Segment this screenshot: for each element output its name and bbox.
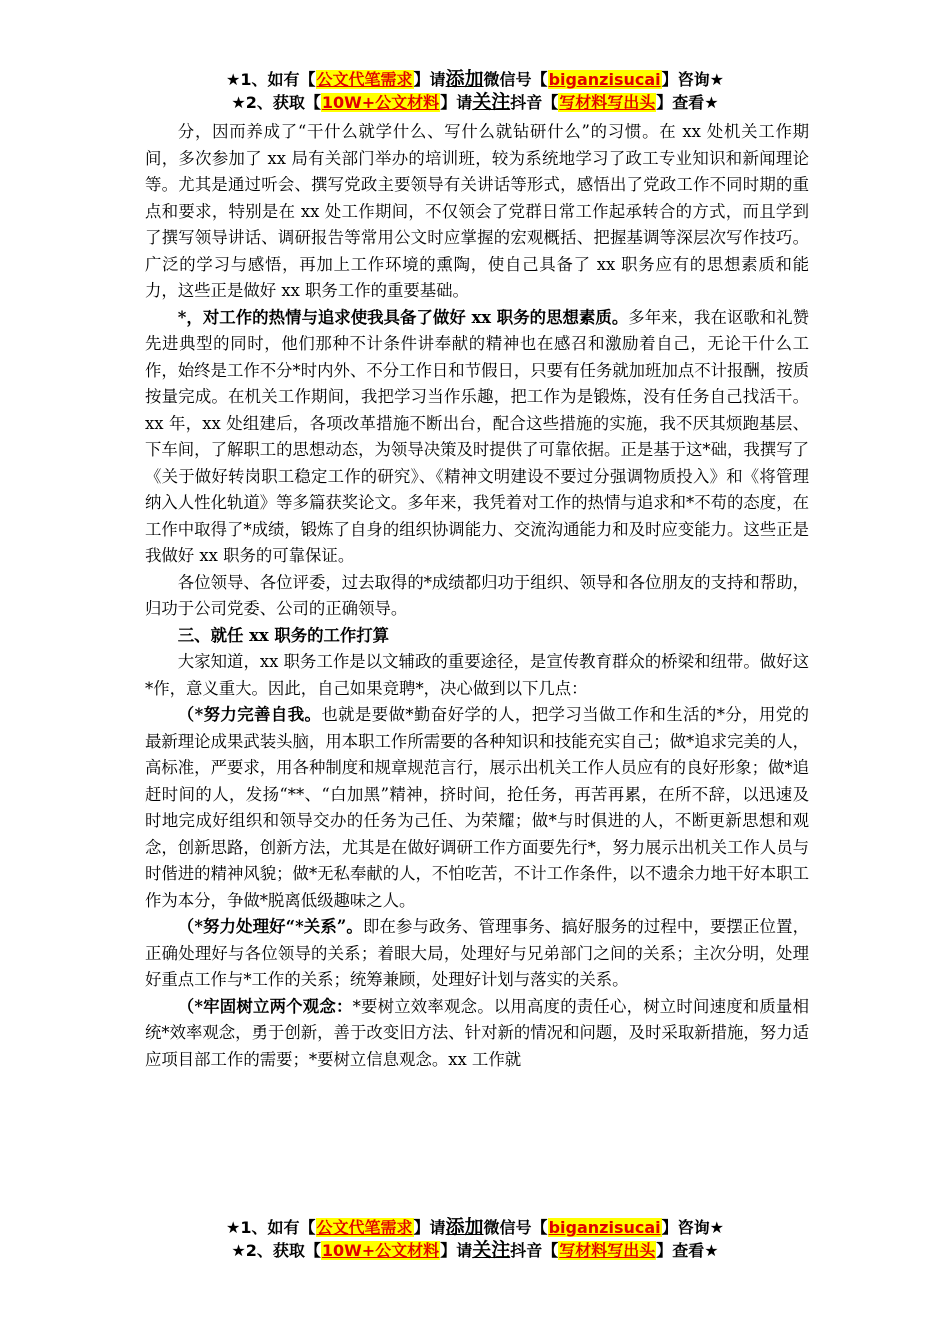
banner-highlight: 写材料写出头: [559, 93, 656, 112]
paragraph: （*努力处理好“*关系”。即在参与政务、管理事务、搞好服务的过程中，要摆正位置，正确处理好与各位领导的关系；着眼大局，处理好与兄弟部门之间的关系；主次分明，处理好重点工作与*工作的关系；统筹兼顾，处理好计划与落实的关系。: [145, 917, 810, 989]
banner-line-1: ★1、如有【公文代笔需求】请添加微信号【biganzisucai】咨询★: [226, 68, 724, 90]
banner-line-2: ★2、获取【10W+公文材料】请关注抖音【写材料写出头】查看★: [231, 91, 719, 113]
banner-highlight: 公文代笔需求: [316, 1218, 413, 1237]
banner-highlight: biganzisucai: [548, 1218, 661, 1237]
paragraph: 大家知道，xx 职务工作是以文辅政的重要途径，是宣传教育群众的桥梁和纽带。做好这*作，意义重大。因此，自己如果竞聘*，决心做到以下几点：: [145, 652, 809, 698]
paragraph-lead: （*努力完善自我。: [177, 705, 322, 724]
paragraph-lead: （*牢固树立两个观念：: [177, 996, 353, 1016]
paragraph: （*牢固树立两个观念：*要树立效率观念。以用高度的责任心，树立时间速度和质量相统*效率观念，勇于创新，善于改变旧方法、针对新的情况和问题，及时采取新措施，努力适应项目部工作的需要；*要树立信息观念。xx 工作就: [145, 996, 809, 1069]
paragraph: 分，因而养成了“干什么就学什么、写什么就钻研什么”的习惯。在 xx 处机关工作期间，多次参加了 xx 局有关部门举办的培训班，较为系统地学习了政工专业知识和新闻理论等。尤其是通过听会、撰写党政主要领导有关讲话等形式，感悟出了党政工作不同时期的重点和要求，特别是在 xx 处工作期间，不仅领会了党群日常工作起承转合的方式，而且学到了撰写领导讲话、调研报告等常用公文时应掌握的宏观概括、把握基调等深层次写作技巧。广泛的学习与感悟，再加上工作环境的熏陶，使自己具备了 xx 职务应有的思想素质和能力，这些正是做好 xx 职务工作的重要基础。: [145, 122, 809, 300]
paragraph: *，对工作的热情与追求使我具备了做好 xx 职务的思想素质。多年来，我在讴歌和礼赞先进典型的同时，他们那种不计条件讲奉献的精神也在感召和激励着自己，无论干什么工作，始终是工作不分*时内外、不分工作日和节假日，只要有任务就加班加点不计报酬，按质按量完成。在机关工作期间，我把学习当作乐趣，把工作为是锻炼，没有任务自己找活干。xx 年，xx 处组建后，各项改革措施不断出台，配合这些措施的实施，我不厌其烦跑基层、下车间，了解职工的思想动态，为领导决策及时提供了可靠依据。正是基于这*础，我撰写了《关于做好转岗职工稳定工作的研究》、《精神文明建设不要过分强调物质投入》和《将管理纳入人性化轨道》等多篇获奖论文。多年来，我凭着对工作的热情与追求和*不苟的态度，在工作中取得了*成绩，锻炼了自身的组织协调能力、交流沟通能力和及时应变能力。这些正是我做好 xx 职务的可靠保证。: [145, 307, 810, 565]
banner-highlight: 写材料写出头: [559, 1241, 656, 1260]
footer-banner: [0, 1216, 950, 1262]
banner-highlight: biganzisucai: [548, 70, 661, 89]
paragraph: （*努力完善自我。也就是要做*勤奋好学的人，把学习当做工作和生活的*分，用党的最新理论成果武装头脑，用本职工作所需要的各种知识和技能充实自己；做*追求完美的人，高标准，严要求，用各种制度和规章规范言行，展示出机关工作人员应有的良好形象；做*追赶时间的人，发扬“**、“白加黑”精神，挤时间，抢任务，再苦再累，在所不辞，以迅速及时地完成好组织和领导交办的任务为己任、为荣耀；做*与时俱进的人，不断更新思想和观念，创新思路，创新方法，尤其是在做好调研工作方面要先行*，努力展示出机关工作人员与时偕进的精神风貌；做*无私奉献的人，不怕吃苦，不计工作条件，以不遗余力地干好本职工作为本分，争做*脱离低级趣味之人。: [145, 705, 809, 910]
banner-highlight: 10W+公文材料: [321, 1241, 440, 1260]
header-banner: [0, 68, 950, 114]
banner-line-2: ★2、获取【10W+公文材料】请关注抖音【写材料写出头】查看★: [231, 1239, 719, 1261]
paragraph: 各位领导、各位评委，过去取得的*成绩都归功于组织、领导和各位朋友的支持和帮助，归功于公司党委、公司的正确领导。: [145, 572, 809, 618]
banner-highlight: 公文代笔需求: [316, 70, 413, 89]
paragraph-lead: *，对工作的热情与追求使我具备了做好 xx 职务的思想素质。: [177, 307, 629, 327]
banner-line-1: ★1、如有【公文代笔需求】请添加微信号【biganzisucai】咨询★: [226, 1216, 724, 1238]
banner-highlight: 10W+公文材料: [321, 93, 440, 112]
section-heading: 三、就任 xx 职务的工作打算: [177, 625, 390, 645]
document-body: [145, 119, 809, 1073]
paragraph-lead: （*努力处理好“*关系”。: [177, 917, 363, 936]
